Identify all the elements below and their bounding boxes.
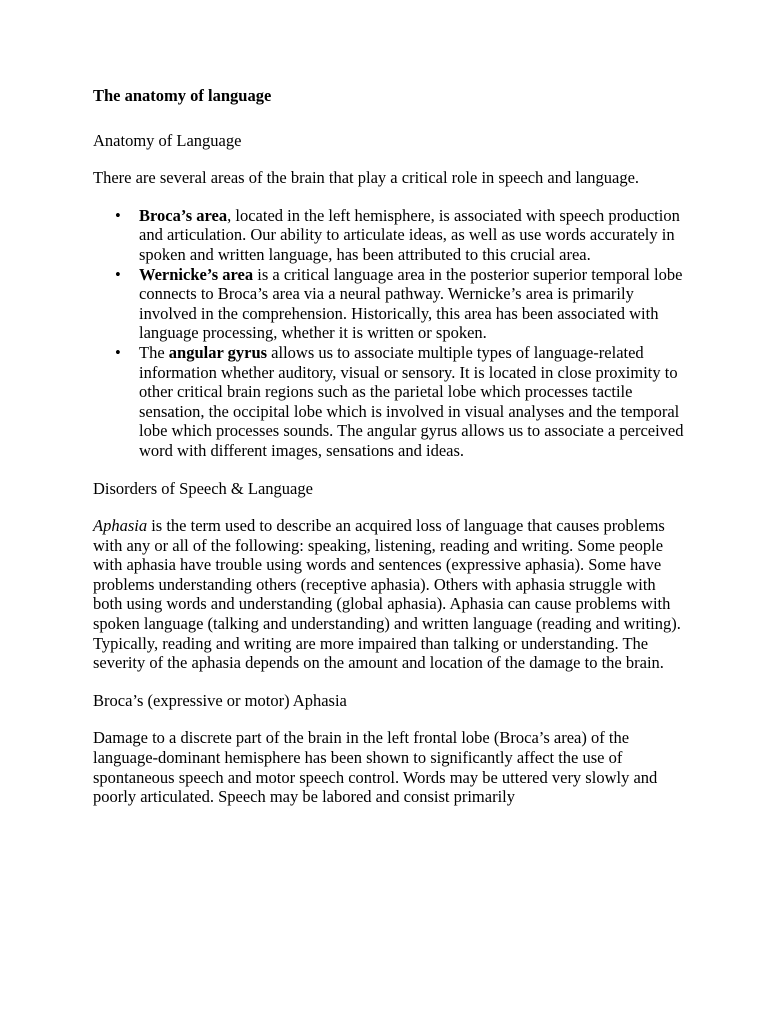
list-item-text: is a critical language area in the posterior superior temporal lobe connects to Broca’s area via a neural pathway. Wernicke’s area is primarily involved in the comprehension. Historically, this area has been associated with language processing, whether it is written or spoken. [139, 264, 683, 343]
list-item [93, 343, 685, 461]
bullet-icon: • [115, 205, 121, 225]
broca-aphasia-paragraph: Damage to a discrete part of the brain in the left frontal lobe (Broca’s area) of the language-dominant hemisphere has been shown to significantly affect the use of spontaneous speech and motor speech control. Words may be uttered very slowly and poorly articulated. Speech may be labored and consist primarily [93, 728, 658, 807]
brain-areas-list [93, 206, 685, 461]
aphasia-term: Aphasia [93, 516, 148, 536]
document-title: The anatomy of language [93, 86, 272, 105]
list-item-text: allows us to associate multiple types of language-related information whether auditory, visual or sensory. It is located in close proximity to other critical brain regions such as the parietal lobe which processes tactile sensation, the occipital lobe which is involved in visual analyses and the temporal lobe which processes sounds. The angular gyrus allows us to associate a perceived word with different images, sensations and ideas. [139, 342, 684, 460]
list-item-text: , located in the left hemisphere, is associated with speech production and articulation. Our ability to articulate ideas, as well as use words accurately in spoken and written language, has been attributed to this crucial area. [139, 205, 680, 264]
list-item [93, 206, 685, 265]
bullet-icon: • [115, 264, 121, 284]
intro-paragraph: There are several areas of the brain that play a critical role in speech and language. [93, 168, 640, 188]
aphasia-text: is the term used to describe an acquired loss of language that causes problems with any or all of the following: speaking, listening, reading and writing. Some people with aphasia have trouble using words and sentences (expressive aphasia). Some have problems understanding others (receptive aphasia). Others with aphasia struggle with both using words and understanding (global aphasia). Aphasia can cause problems with spoken language (talking and understanding) and written language (reading and writing). Typically, reading and writing are more impaired than talking or understanding. The severity of the aphasia depends on the amount and location of the damage to the brain. [93, 516, 681, 673]
list-item-prefix: The [139, 342, 169, 362]
section-heading-broca-aphasia: Broca’s (expressive or motor) Aphasia [93, 690, 347, 710]
section-heading-disorders: Disorders of Speech & Language [93, 478, 313, 498]
list-item-term: Wernicke’s area [139, 264, 254, 284]
list-item [93, 265, 685, 343]
section-heading-anatomy: Anatomy of Language [93, 130, 242, 150]
list-item-term: angular gyrus [168, 342, 268, 362]
aphasia-paragraph [93, 516, 685, 673]
bullet-icon: • [115, 342, 121, 362]
list-item-term: Broca’s area [139, 205, 228, 225]
document-page [93, 86, 685, 825]
